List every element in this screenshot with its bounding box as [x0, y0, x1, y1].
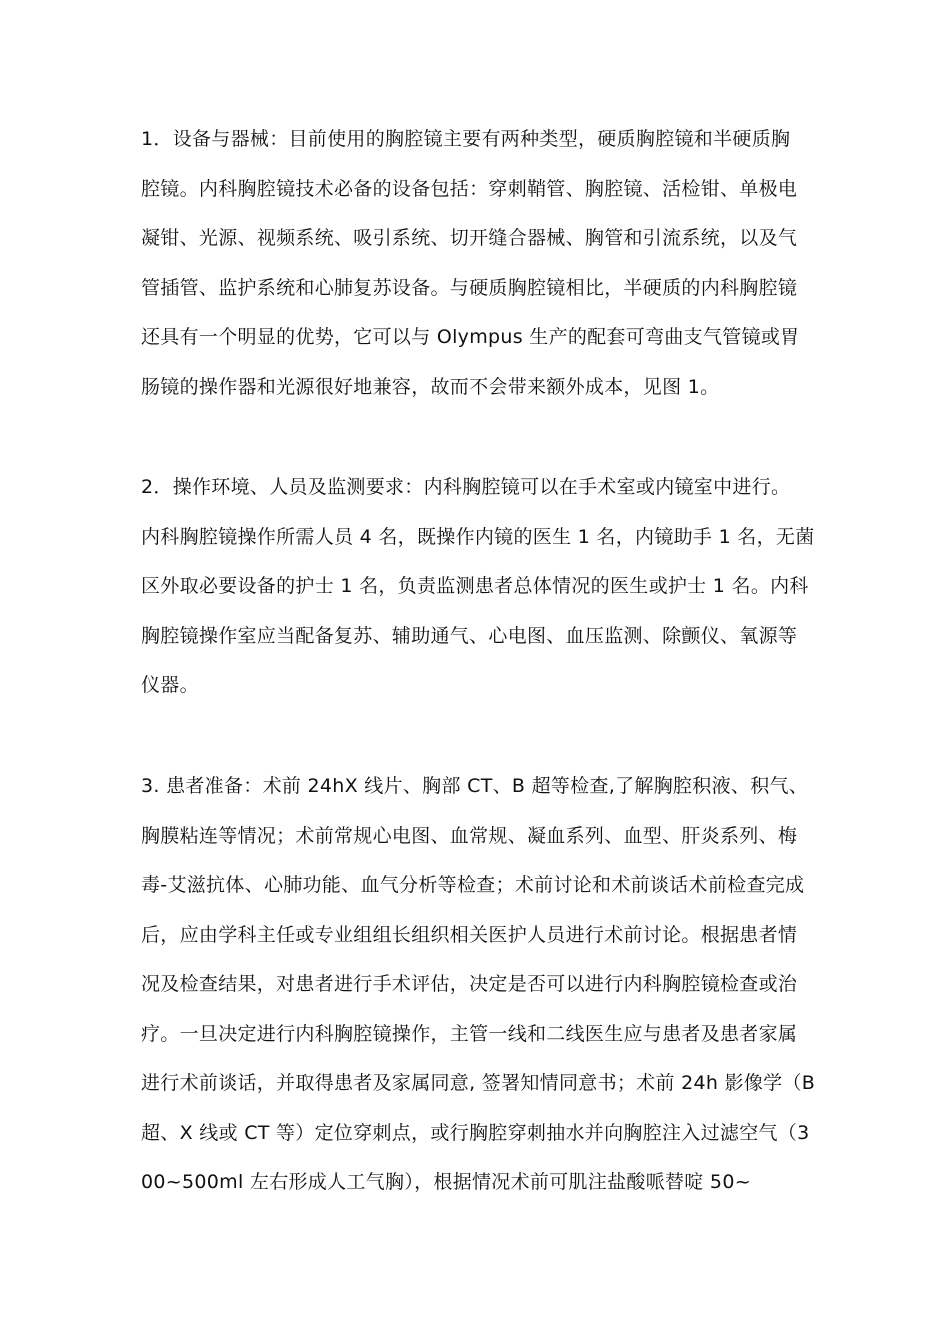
- text-line: 仪器。: [141, 674, 199, 696]
- paragraph-patient-preparation: [141, 762, 821, 1208]
- text-line: 区外取必要设备的护士 1 名，负责监测患者总体情况的医生或护士 1 名。内科: [141, 575, 809, 597]
- text-line: 肠镜的操作器和光源很好地兼容，故而不会带来额外成本，见图 1。: [141, 375, 720, 398]
- text-line: 毒-艾滋抗体、心肺功能、血气分析等检查；术前讨论和术前谈话术前检查完成: [141, 874, 805, 896]
- text-line: 超、X 线或 CT 等）定位穿刺点，或行胸腔穿刺抽水并向胸腔注入过滤空气（3: [141, 1121, 810, 1144]
- text-line: 胸膜粘连等情况；术前常规心电图、血常规、凝血系列、血型、肝炎系列、梅: [141, 824, 798, 847]
- text-line: 疗。一旦决定进行内科胸腔镜操作，主管一线和二线医生应与患者及患者家属: [141, 1022, 798, 1045]
- text-line: 内科胸腔镜操作所需人员 4 名，既操作内镜的医生 1 名，内镜助手 1 名，无菌: [141, 525, 815, 548]
- text-line: 凝钳、光源、视频系统、吸引系统、切开缝合器械、胸管和引流系统，以及气: [141, 227, 798, 249]
- text-line: 胸腔镜操作室应当配备复苏、辅助通气、心电图、血压监测、除颤仪、氧源等: [141, 624, 798, 647]
- text-line: 后，应由学科主任或专业组组长组织相关医护人员进行术前讨论。根据患者情: [141, 923, 798, 946]
- text-line: 00~500ml 左右形成人工气胸），根据情况术前可肌注盐酸哌替啶 50~: [141, 1171, 751, 1193]
- text-line: 1．设备与器械：目前使用的胸腔镜主要有两种类型，硬质胸腔镜和半硬质胸: [141, 128, 791, 150]
- paragraph-equipment: [141, 115, 821, 412]
- text-line: 进行术前谈话，并取得患者及家属同意, 签署知情同意书；术前 24h 影像学（B: [141, 1072, 816, 1094]
- text-line: 腔镜。内科胸腔镜技术必备的设备包括：穿刺鞘管、胸腔镜、活检钳、单极电: [141, 177, 798, 200]
- text-line: 管插管、监护系统和心肺复苏设备。与硬质胸腔镜相比，半硬质的内科胸腔镜: [141, 276, 798, 299]
- text-line: 2．操作环境、人员及监测要求：内科胸腔镜可以在手术室或内镜室中进行。: [141, 476, 791, 498]
- paragraph-environment: [141, 463, 821, 711]
- text-line: 况及检查结果，对患者进行手术评估，决定是否可以进行内科胸腔镜检查或治: [141, 973, 798, 995]
- text-line: 3. 患者准备：术前 24hX 线片、胸部 CT、B 超等检查,了解胸腔积液、积气、: [141, 775, 809, 797]
- text-line: 还具有一个明显的优势，它可以与 Olympus 生产的配套可弯曲支气管镜或胃: [141, 326, 800, 348]
